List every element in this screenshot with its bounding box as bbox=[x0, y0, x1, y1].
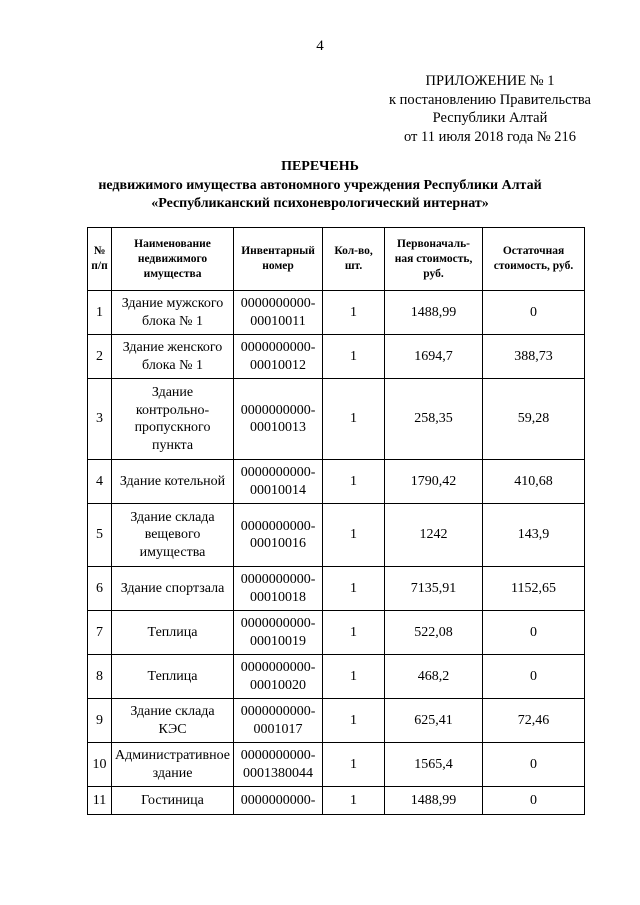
cell-name: Здание котельной bbox=[112, 460, 234, 504]
appendix-line: к постановлению Правительства bbox=[389, 91, 591, 108]
cell-number: 11 bbox=[88, 787, 112, 815]
cell-number: 1 bbox=[88, 291, 112, 335]
cell-quantity: 1 bbox=[323, 611, 385, 655]
title-line: ПЕРЕЧЕНЬ bbox=[281, 159, 359, 174]
cell-residual-cost: 0 bbox=[483, 655, 585, 699]
cell-initial-cost: 625,41 bbox=[385, 699, 483, 743]
cell-name: Здание мужского блока № 1 bbox=[112, 291, 234, 335]
cell-residual-cost: 0 bbox=[483, 611, 585, 655]
cell-name: Здание контрольно-пропускного пункта bbox=[112, 379, 234, 460]
cell-number: 5 bbox=[88, 504, 112, 567]
table-row bbox=[88, 787, 585, 815]
cell-residual-cost: 410,68 bbox=[483, 460, 585, 504]
title-line: «Республиканский психоневрологический интернат» bbox=[151, 196, 489, 211]
appendix-line: от 11 июля 2018 года № 216 bbox=[403, 128, 577, 145]
header-number: № п/п bbox=[88, 228, 112, 291]
cell-inventory: 0000000000-00010012 bbox=[234, 335, 323, 379]
cell-inventory: 0000000000- bbox=[234, 787, 323, 815]
cell-inventory: 0000000000-00010016 bbox=[234, 504, 323, 567]
cell-initial-cost: 1242 bbox=[385, 504, 483, 567]
table-row bbox=[88, 504, 585, 567]
cell-initial-cost: 1488,99 bbox=[385, 291, 483, 335]
table-row bbox=[88, 743, 585, 787]
cell-initial-cost: 258,35 bbox=[385, 379, 483, 460]
cell-quantity: 1 bbox=[323, 655, 385, 699]
cell-inventory: 0000000000-00010020 bbox=[234, 655, 323, 699]
cell-initial-cost: 522,08 bbox=[385, 611, 483, 655]
table-row bbox=[88, 611, 585, 655]
table-row bbox=[88, 379, 585, 460]
cell-inventory: 0000000000-00010018 bbox=[234, 567, 323, 611]
cell-quantity: 1 bbox=[323, 335, 385, 379]
cell-name: Административное здание bbox=[112, 743, 234, 787]
property-table bbox=[87, 227, 585, 815]
cell-inventory: 0000000000-0001380044 bbox=[234, 743, 323, 787]
page-number: 4 bbox=[316, 38, 324, 54]
cell-residual-cost: 59,28 bbox=[483, 379, 585, 460]
cell-quantity: 1 bbox=[323, 504, 385, 567]
cell-residual-cost: 72,46 bbox=[483, 699, 585, 743]
cell-inventory: 0000000000-00010013 bbox=[234, 379, 323, 460]
cell-name: Здание склада КЭС bbox=[112, 699, 234, 743]
table-row bbox=[88, 335, 585, 379]
cell-inventory: 0000000000-0001017 bbox=[234, 699, 323, 743]
table-row bbox=[88, 567, 585, 611]
header-name: Наименование недвижимого имущества bbox=[112, 228, 234, 291]
cell-number: 3 bbox=[88, 379, 112, 460]
cell-name: Здание женского блока № 1 bbox=[112, 335, 234, 379]
cell-residual-cost: 388,73 bbox=[483, 335, 585, 379]
table-row bbox=[88, 291, 585, 335]
cell-inventory: 0000000000-00010014 bbox=[234, 460, 323, 504]
table-row bbox=[88, 460, 585, 504]
table-header-row bbox=[88, 228, 585, 291]
header-quantity: Кол-во, шт. bbox=[323, 228, 385, 291]
header-initial-cost: Первоначаль-ная стоимость, руб. bbox=[385, 228, 483, 291]
cell-quantity: 1 bbox=[323, 379, 385, 460]
cell-number: 8 bbox=[88, 655, 112, 699]
cell-number: 6 bbox=[88, 567, 112, 611]
cell-name: Теплица bbox=[112, 611, 234, 655]
cell-residual-cost: 0 bbox=[483, 291, 585, 335]
cell-quantity: 1 bbox=[323, 460, 385, 504]
appendix-line: Республики Алтай bbox=[432, 110, 548, 126]
cell-initial-cost: 1565,4 bbox=[385, 743, 483, 787]
cell-residual-cost: 0 bbox=[483, 743, 585, 787]
cell-residual-cost: 1152,65 bbox=[483, 567, 585, 611]
document-title bbox=[0, 158, 640, 214]
appendix-block bbox=[360, 72, 620, 146]
cell-inventory: 0000000000-00010011 bbox=[234, 291, 323, 335]
cell-initial-cost: 468,2 bbox=[385, 655, 483, 699]
cell-initial-cost: 1488,99 bbox=[385, 787, 483, 815]
cell-quantity: 1 bbox=[323, 567, 385, 611]
cell-initial-cost: 1790,42 bbox=[385, 460, 483, 504]
cell-number: 10 bbox=[88, 743, 112, 787]
cell-quantity: 1 bbox=[323, 699, 385, 743]
cell-initial-cost: 1694,7 bbox=[385, 335, 483, 379]
header-inventory: Инвентарный номер bbox=[234, 228, 323, 291]
cell-quantity: 1 bbox=[323, 743, 385, 787]
cell-inventory: 0000000000-00010019 bbox=[234, 611, 323, 655]
cell-name: Здание спортзала bbox=[112, 567, 234, 611]
appendix-line: ПРИЛОЖЕНИЕ № 1 bbox=[425, 73, 555, 89]
cell-quantity: 1 bbox=[323, 787, 385, 815]
cell-number: 7 bbox=[88, 611, 112, 655]
table-row bbox=[88, 699, 585, 743]
cell-name: Гостиница bbox=[112, 787, 234, 815]
cell-residual-cost: 0 bbox=[483, 787, 585, 815]
table-row bbox=[88, 655, 585, 699]
cell-number: 9 bbox=[88, 699, 112, 743]
header-residual-cost: Остаточная стоимость, руб. bbox=[483, 228, 585, 291]
cell-name: Теплица bbox=[112, 655, 234, 699]
cell-number: 2 bbox=[88, 335, 112, 379]
cell-name: Здание склада вещевого имущества bbox=[112, 504, 234, 567]
cell-number: 4 bbox=[88, 460, 112, 504]
cell-initial-cost: 7135,91 bbox=[385, 567, 483, 611]
cell-quantity: 1 bbox=[323, 291, 385, 335]
title-line: недвижимого имущества автономного учреждения Республики Алтай bbox=[98, 177, 542, 193]
cell-residual-cost: 143,9 bbox=[483, 504, 585, 567]
